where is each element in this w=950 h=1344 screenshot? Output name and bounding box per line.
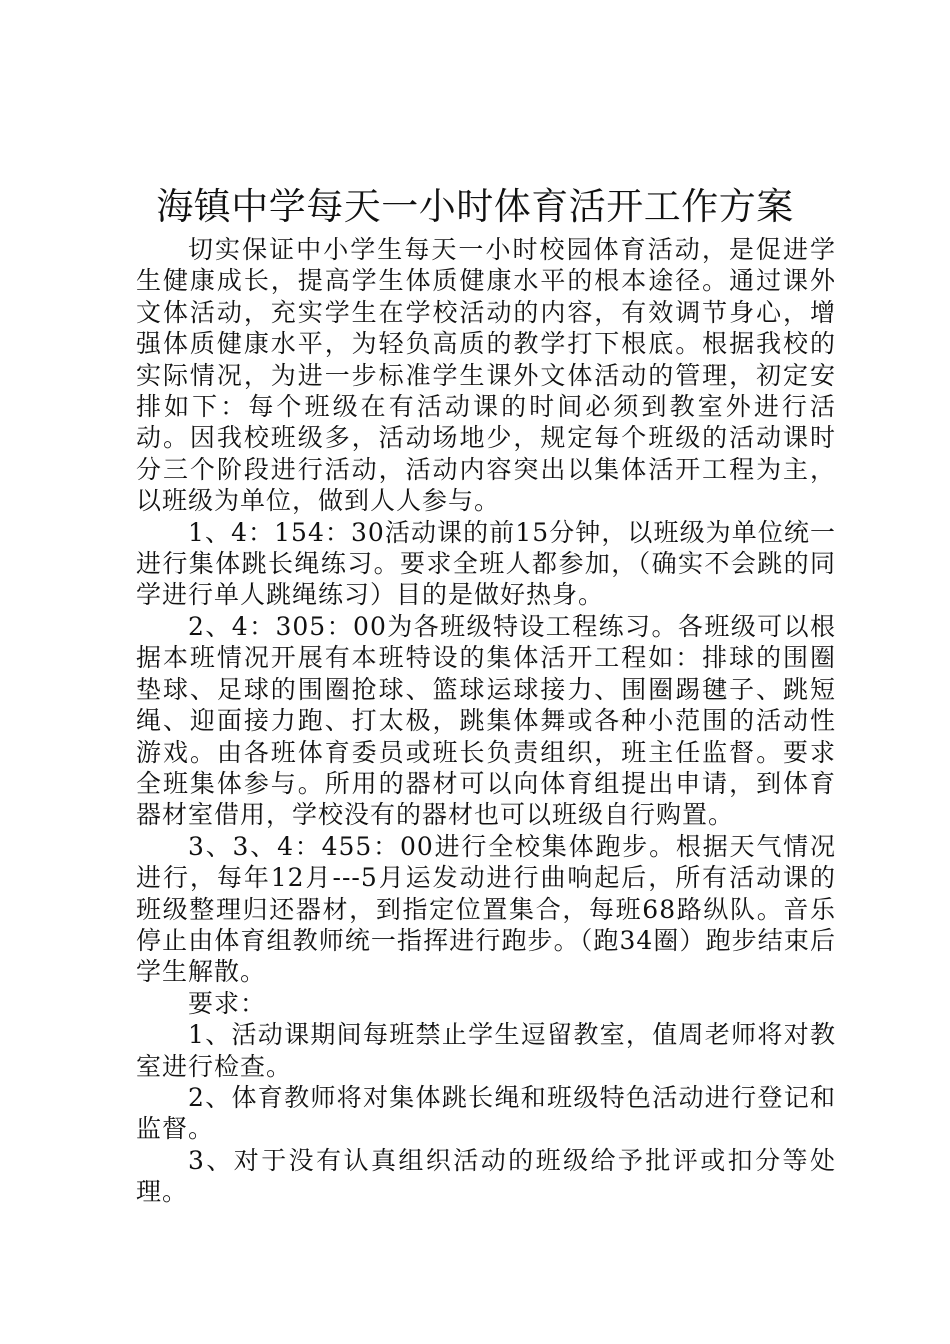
requirement-1: 1、活动课期间每班禁止学生逗留教室，值周老师将对教室进行检查。 (136, 1020, 836, 1081)
document-body (136, 234, 836, 1208)
requirements-heading: 要求： (188, 988, 267, 1018)
requirement-2: 2、体育教师将对集体跳长绳和班级特色活动进行登记和监督。 (136, 1082, 836, 1144)
step-1-paragraph: 1、4：154：30活动课的前15分钟，以班级为单位统一进行集体跳长绳练习。要求全班人都参加，（确实不会跳的同学进行单人跳绳练习）目的是做好热身。 (136, 517, 836, 610)
step-2-paragraph: 2、4：305：00为各班级特设工程练习。各班级可以根据本班情况开展有本班特设的集体活开工程如：排球的围圈垫球、足球的围圈抢球、篮球运球接力、围圈踢毽子、跳短绳、迎面接力跑、打太极，跳集体舞或各种小范围的活动性游戏。由各班体育委员或班长负责组织，班主任监督。要求全班集体参与。所用的器材可以向体育组提出申请，到体育器材室借用，学校没有的器材也可以班级自行购置。 (136, 611, 836, 830)
requirement-3: 3、对于没有认真组织活动的班级给予批评或扣分等处理。 (136, 1145, 836, 1207)
step-3-paragraph: 3、3、4：455：00进行全校集体跑步。根据天气情况进行，每年12月---5月运发动进行曲响起后，所有活动课的班级整理归还器材，到指定位置集合，每班68路纵队。音乐停止由体育组教师统一指挥进行跑步。（跑34圈）跑步结束后学生解散。 (136, 831, 836, 987)
document-title: 海镇中学每天一小时体育活开工作方案 (156, 185, 794, 228)
intro-paragraph: 切实保证中小学生每天一小时校园体育活动，是促进学生健康成长，提高学生体质健康水平的根本途径。通过课外文体活动，充实学生在学校活动的内容，有效调节身心，增强体质健康水平，为轻负高质的教学打下根底。根据我校的实际情况，为进一步标准学生课外文体活动的管理，初定安排如下：每个班级在有活动课的时间必须到教室外进行活动。因我校班级多，活动场地少，规定每个班级的活动课时分三个阶段进行活动，活动内容突出以集体活开工程为主，以班级为单位，做到人人参与。 (136, 235, 836, 516)
